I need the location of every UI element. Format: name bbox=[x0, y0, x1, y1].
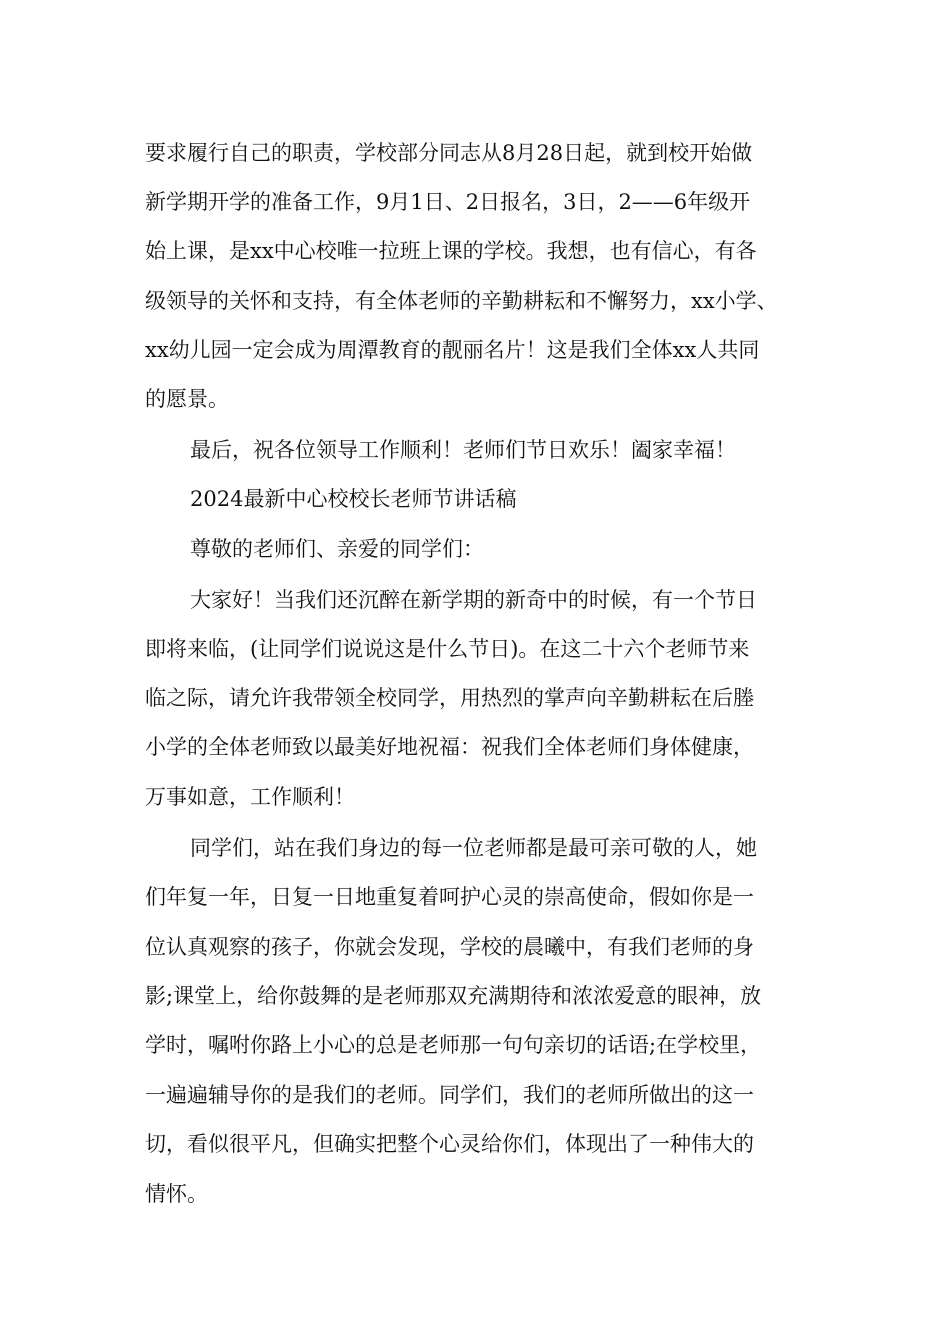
text-line: 位认真观察的孩子，你就会发现，学校的晨曦中，有我们老师的身 bbox=[145, 935, 754, 959]
text-line: 情怀。 bbox=[145, 1182, 208, 1206]
text-line: 临之际，请允许我带领全校同学，用热烈的掌声向辛勤耕耘在后塍 bbox=[145, 686, 754, 710]
text-line: 万事如意，工作顺利！ bbox=[145, 785, 355, 809]
text-line: 级领导的关怀和支持，有全体老师的辛勤耕耘和不懈努力，xx小学、 bbox=[145, 289, 778, 313]
text-line: 切，看似很平凡，但确实把整个心灵给你们，体现出了一种伟大的 bbox=[145, 1132, 754, 1156]
text-line: 的愿景。 bbox=[145, 387, 229, 411]
text-line: xx幼儿园一定会成为周潭教育的靓丽名片！这是我们全体xx人共同 bbox=[145, 338, 760, 362]
text-line: 大家好！当我们还沉醉在新学期的新奇中的时候，有一个节日 bbox=[190, 588, 757, 612]
speech-title: 2024最新中心校校长老师节讲话稿 bbox=[190, 487, 517, 511]
text-line: 学时，嘱咐你路上小心的总是老师那一句句亲切的话语;在学校里， bbox=[145, 1033, 762, 1057]
text-line: 要求履行自己的职责，学校部分同志从8月28日起，就到校开始做 bbox=[145, 141, 753, 165]
text-line: 影;课堂上，给你鼓舞的是老师那双充满期待和浓浓爱意的眼神，放 bbox=[145, 984, 762, 1008]
closing-line: 最后，祝各位领导工作顺利！老师们节日欢乐！阖家幸福！ bbox=[190, 438, 736, 462]
text-line: 新学期开学的准备工作，9月1日、2日报名，3日，2——6年级开 bbox=[145, 190, 751, 214]
text-line: 小学的全体老师致以最美好地祝福：祝我们全体老师们身体健康， bbox=[145, 735, 754, 759]
salutation: 尊敬的老师们、亲爱的同学们： bbox=[190, 537, 484, 561]
text-line: 即将来临，(让同学们说说这是什么节日)。在这二十六个老师节来 bbox=[145, 637, 750, 661]
text-line: 始上课，是xx中心校唯一拉班上课的学校。我想，也有信心，有各 bbox=[145, 239, 757, 263]
text-line: 同学们，站在我们身边的每一位老师都是最可亲可敬的人，她 bbox=[190, 836, 757, 860]
text-line: 们年复一年，日复一日地重复着呵护心灵的崇高使命，假如你是一 bbox=[145, 885, 754, 909]
text-line: 一遍遍辅导你的是我们的老师。同学们，我们的老师所做出的这一 bbox=[145, 1083, 754, 1107]
